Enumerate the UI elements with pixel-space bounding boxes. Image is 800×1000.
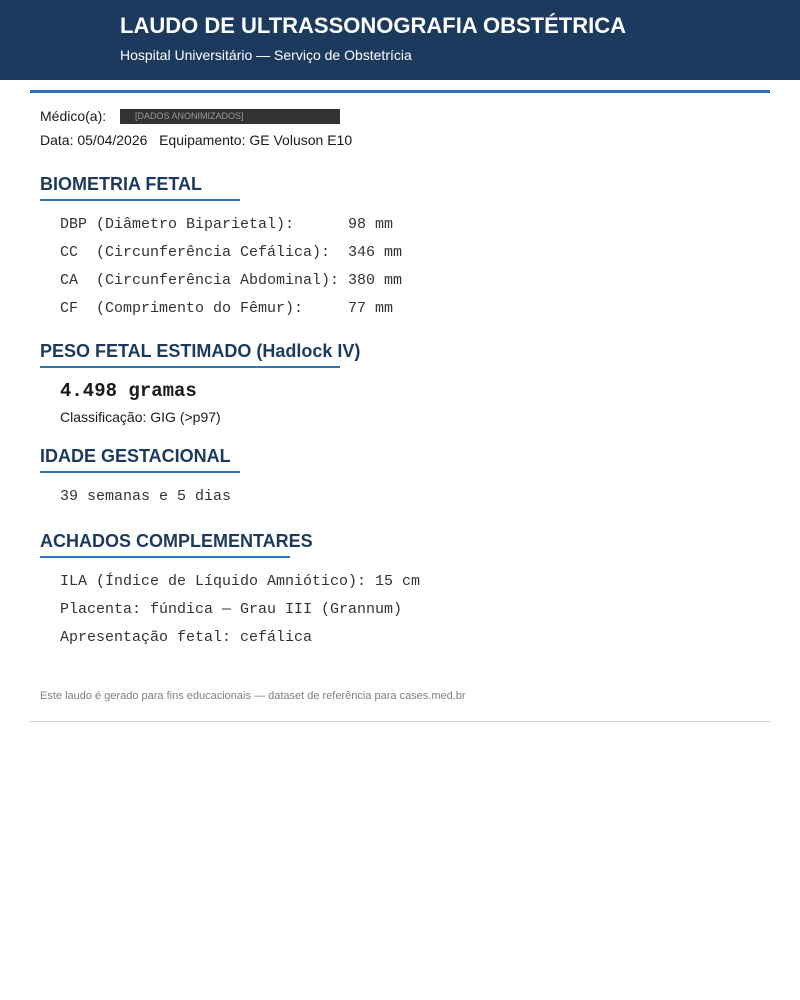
section-title-idade: IDADE GESTACIONAL: [40, 446, 231, 466]
idade-gestacional-value: 39 semanas e 5 dias: [60, 488, 232, 505]
section-title-peso: PESO FETAL ESTIMADO (Hadlock IV): [40, 341, 361, 361]
biometria-row-cf: CF (Comprimento do Fêmur): 77 mm: [60, 300, 394, 317]
report-subtitle: Hospital Universitário — Serviço de Obstetrícia: [120, 47, 412, 63]
header-divider: [30, 90, 770, 93]
section-title-achados: ACHADOS COMPLEMENTARES: [40, 531, 313, 551]
achados-row-ila: ILA (Índice de Líquido Amniótico): 15 cm: [60, 573, 421, 590]
biometria-row-cc: CC (Circunferência Cefálica): 346 mm: [60, 244, 403, 261]
medico-label: Médico(a):: [40, 108, 107, 124]
biometria-row-ca: CA (Circunferência Abdominal): 380 mm: [60, 272, 403, 289]
biometria-row-dbp: DBP (Diâmetro Biparietal): 98 mm: [60, 216, 394, 233]
achados-row-placenta: Placenta: fúndica — Grau III (Grannum): [60, 601, 403, 618]
achados-row-apresentacao: Apresentação fetal: cefálica: [60, 629, 313, 646]
footer-divider: [30, 721, 770, 722]
report-header: [0, 0, 800, 80]
section-title-biometria: BIOMETRIA FETAL: [40, 174, 202, 194]
peso-classificacao: Classificação: GIG (>p97): [60, 409, 221, 425]
report-title: LAUDO DE ULTRASSONOGRAFIA OBSTÉTRICA: [120, 13, 626, 38]
medico-redacted-field: [DADOS ANONIMIZADOS]: [120, 109, 340, 124]
peso-fetal-value: 4.498 gramas: [60, 380, 197, 402]
section-rule-peso: [40, 366, 340, 368]
exam-date-equipment: Data: 05/04/2026 Equipamento: GE Voluson E10: [40, 132, 353, 148]
footer-disclaimer: Este laudo é gerado para fins educacionais — dataset de referência para cases.med.br: [40, 690, 466, 702]
section-rule-achados: [40, 556, 290, 558]
section-rule-idade: [40, 471, 240, 473]
section-rule-biometria: [40, 199, 240, 201]
